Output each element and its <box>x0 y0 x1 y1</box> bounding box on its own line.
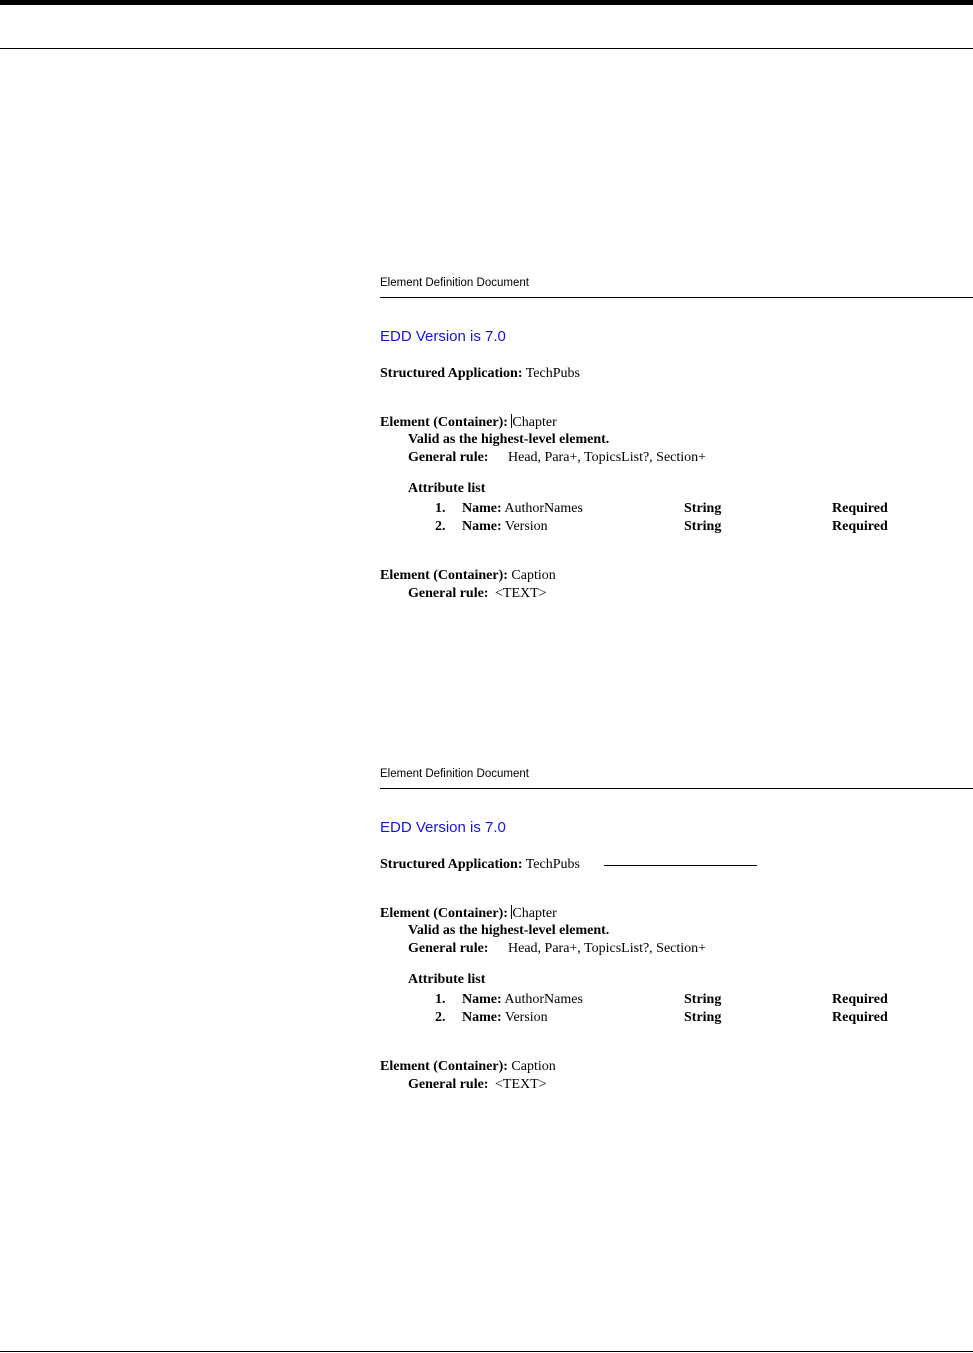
element-label: Element (Container): <box>380 1059 508 1074</box>
attribute-type: String <box>684 1010 722 1025</box>
bottom-rule <box>0 1351 973 1352</box>
element-caption-line <box>380 568 556 584</box>
attribute-number: 1. <box>435 992 446 1007</box>
attribute-type: String <box>684 519 722 534</box>
valid-highest-level-note: Valid as the highest-level element. <box>408 923 610 938</box>
top-rule <box>0 48 973 49</box>
element-name[interactable]: Caption <box>511 1059 556 1074</box>
structured-app-label: Structured Application: <box>380 857 523 872</box>
edd-version-heading: EDD Version is 7.0 <box>380 819 506 836</box>
running-header: Element Definition Document <box>380 277 529 289</box>
element-caption-line <box>380 1059 556 1075</box>
element-name[interactable]: Caption <box>511 568 556 583</box>
structured-application-line <box>380 366 580 382</box>
general-rule-label: General rule: <box>408 450 489 465</box>
callout-rule <box>604 865 757 866</box>
general-rule-value: Head, Para+, TopicsList?, Section+ <box>508 450 707 465</box>
attribute-list-title: Attribute list <box>408 972 486 987</box>
general-rule-label: General rule: <box>408 1077 489 1092</box>
general-rule-value: Head, Para+, TopicsList?, Section+ <box>508 941 707 956</box>
valid-highest-level-note: Valid as the highest-level element. <box>408 432 610 447</box>
attribute-name: Name: Version <box>462 1010 548 1025</box>
running-header: Element Definition Document <box>380 768 529 780</box>
attribute-name: Name: AuthorNames <box>462 992 583 1007</box>
element-label: Element (Container): <box>380 415 508 430</box>
header-rule <box>380 297 973 298</box>
attribute-type: String <box>684 992 722 1007</box>
attribute-number: 2. <box>435 1010 446 1025</box>
attribute-required: Required <box>832 519 888 534</box>
general-rule-label: General rule: <box>408 586 489 601</box>
top-border-bar <box>0 0 973 5</box>
element-label: Element (Container): <box>380 906 508 921</box>
element-name[interactable]: Chapter <box>512 415 557 430</box>
edd-panel-1 <box>380 277 973 607</box>
attribute-name: Name: Version <box>462 519 548 534</box>
attribute-name: Name: AuthorNames <box>462 501 583 516</box>
element-label: Element (Container): <box>380 568 508 583</box>
attribute-required: Required <box>832 501 888 516</box>
structured-app-value: TechPubs <box>525 857 580 872</box>
attribute-list-title: Attribute list <box>408 481 486 496</box>
general-rule-label: General rule: <box>408 941 489 956</box>
edd-panel-2 <box>380 768 973 1098</box>
header-rule <box>380 788 973 789</box>
attribute-required: Required <box>832 992 888 1007</box>
attribute-number: 1. <box>435 501 446 516</box>
element-chapter-line <box>380 414 557 431</box>
element-chapter-line <box>380 905 557 922</box>
structured-app-value: TechPubs <box>525 366 580 381</box>
element-name[interactable]: Chapter <box>512 906 557 921</box>
attribute-type: String <box>684 501 722 516</box>
structured-app-label: Structured Application: <box>380 366 523 381</box>
structured-application-line <box>380 857 580 873</box>
general-rule-value: <TEXT> <box>495 586 547 601</box>
attribute-number: 2. <box>435 519 446 534</box>
general-rule-value: <TEXT> <box>495 1077 547 1092</box>
edd-version-heading: EDD Version is 7.0 <box>380 328 506 345</box>
attribute-required: Required <box>832 1010 888 1025</box>
